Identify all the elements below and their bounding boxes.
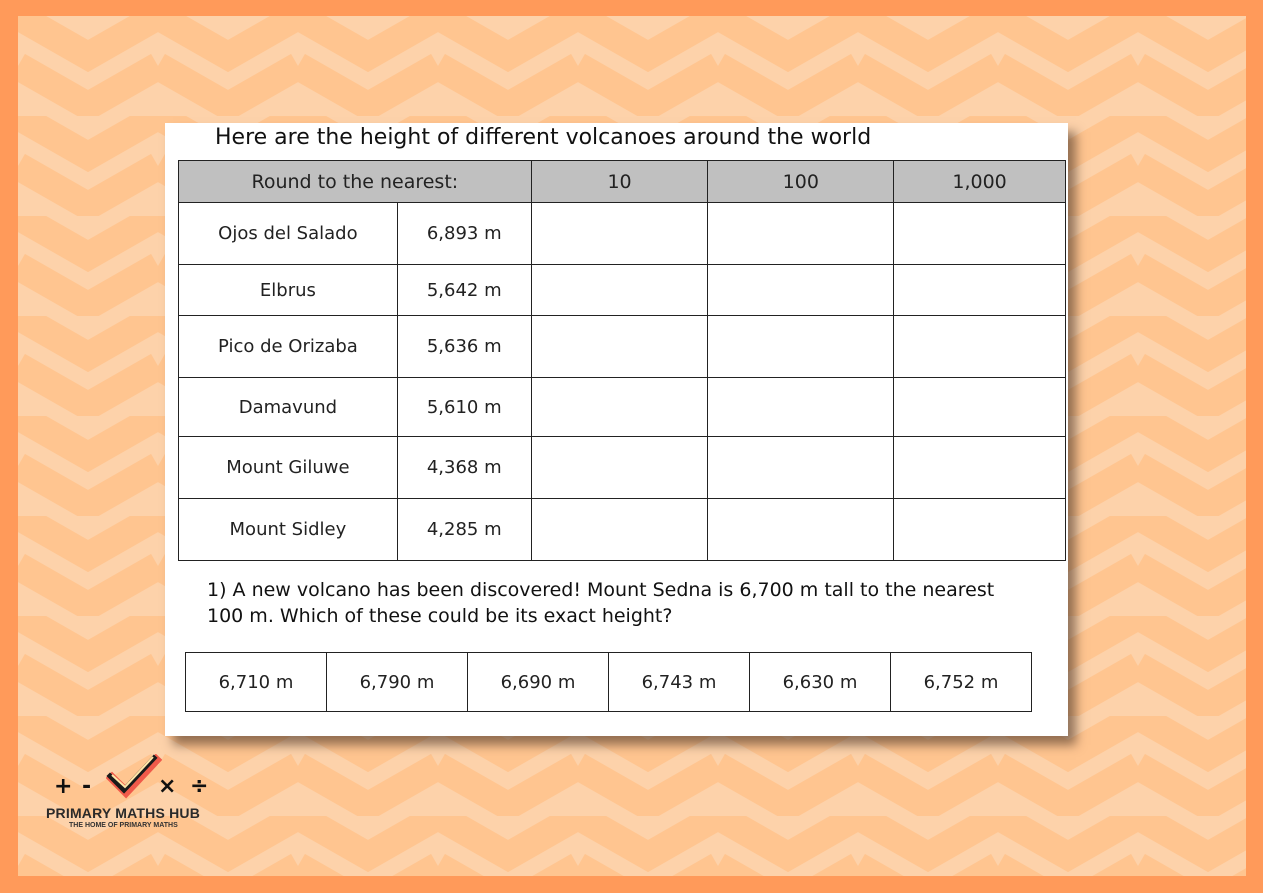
logo-tagline: THE HOME OF PRIMARY MATHS [69, 822, 178, 829]
answer-cell-1000[interactable] [894, 316, 1066, 378]
volcano-name: Damavund [179, 378, 398, 437]
divide-icon: ÷ [190, 774, 209, 799]
table-row [179, 499, 1066, 561]
header-100: 100 [708, 161, 894, 203]
minus-icon: - [82, 774, 92, 799]
table-row [179, 378, 1066, 437]
table-row [179, 265, 1066, 316]
volcano-height: 5,610 m [397, 378, 531, 437]
option-box[interactable]: 6,790 m [327, 653, 468, 712]
logo-name: PRIMARY MATHS HUB [46, 805, 201, 821]
option-box[interactable]: 6,630 m [750, 653, 891, 712]
table-row [179, 316, 1066, 378]
option-box[interactable]: 6,710 m [186, 653, 327, 712]
volcano-height: 5,636 m [397, 316, 531, 378]
answer-cell-1000[interactable] [894, 499, 1066, 561]
header-10: 10 [531, 161, 708, 203]
worksheet-title: Here are the height of different volcanoes around the world [215, 125, 872, 150]
table-row [179, 203, 1066, 265]
option-box[interactable]: 6,743 m [609, 653, 750, 712]
answer-cell-100[interactable] [708, 203, 894, 265]
answer-cell-100[interactable] [708, 316, 894, 378]
answer-cell-10[interactable] [531, 378, 708, 437]
times-icon: × [158, 774, 177, 799]
answer-cell-10[interactable] [531, 316, 708, 378]
answer-cell-10[interactable] [531, 499, 708, 561]
question-text: 1) A new volcano has been discovered! Mount Sedna is 6,700 m tall to the nearest 100 m. Which of these could be its exact height? [207, 579, 995, 627]
answer-options [185, 652, 1032, 712]
volcano-name: Elbrus [179, 265, 398, 316]
answer-cell-100[interactable] [708, 265, 894, 316]
checkmark-pencil-icon [106, 754, 162, 800]
volcano-height: 4,368 m [397, 437, 531, 499]
answer-cell-100[interactable] [708, 437, 894, 499]
option-box[interactable]: 6,752 m [891, 653, 1032, 712]
volcano-height: 6,893 m [397, 203, 531, 265]
header-round-to-nearest: Round to the nearest: [179, 161, 532, 203]
volcano-name: Mount Giluwe [179, 437, 398, 499]
answer-cell-10[interactable] [531, 203, 708, 265]
volcano-name: Mount Sidley [179, 499, 398, 561]
header-1000: 1,000 [894, 161, 1066, 203]
primary-maths-hub-logo [44, 752, 224, 832]
answer-cell-10[interactable] [531, 437, 708, 499]
volcano-height: 5,642 m [397, 265, 531, 316]
answer-cell-1000[interactable] [894, 203, 1066, 265]
option-box[interactable]: 6,690 m [468, 653, 609, 712]
answer-cell-100[interactable] [708, 378, 894, 437]
table-row [179, 437, 1066, 499]
answer-cell-1000[interactable] [894, 437, 1066, 499]
answer-cell-10[interactable] [531, 265, 708, 316]
worksheet [165, 123, 1068, 736]
answer-cell-100[interactable] [708, 499, 894, 561]
table-header-row [179, 161, 1066, 203]
volcano-height: 4,285 m [397, 499, 531, 561]
volcano-name: Pico de Orizaba [179, 316, 398, 378]
plus-icon: + [54, 774, 73, 799]
answer-cell-1000[interactable] [894, 265, 1066, 316]
answer-cell-1000[interactable] [894, 378, 1066, 437]
volcano-name: Ojos del Salado [179, 203, 398, 265]
rounding-table [178, 160, 1066, 561]
